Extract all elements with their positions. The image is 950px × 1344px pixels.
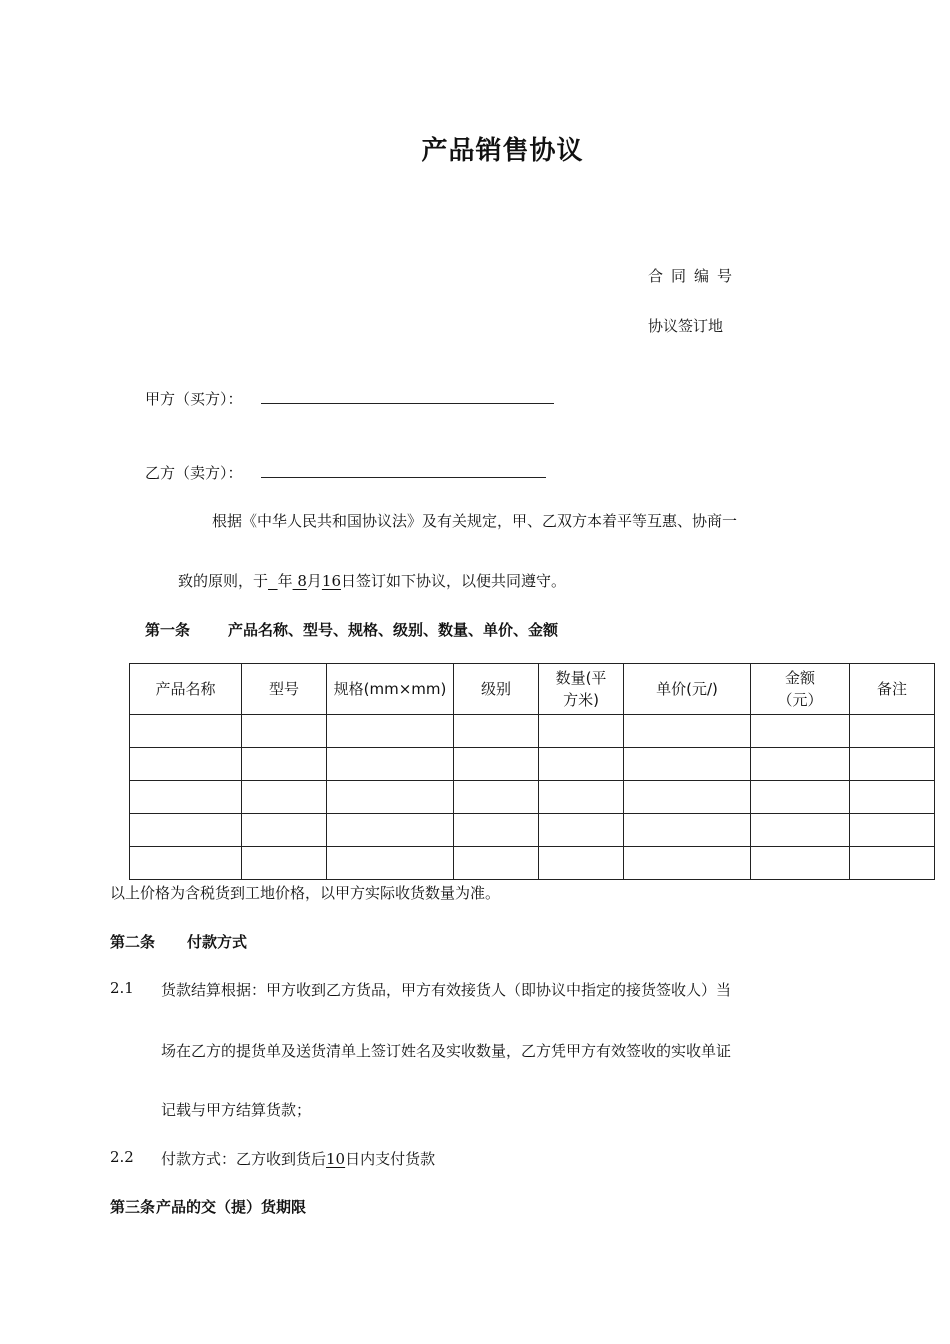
table-cell xyxy=(539,715,624,748)
item-2-1-line-3: 记载与甲方结算货款； xyxy=(161,1101,312,1119)
table-cell xyxy=(454,748,539,781)
table-cell xyxy=(751,847,850,880)
table-header-row xyxy=(130,664,935,715)
header-spec: 规格(mm×mm) xyxy=(327,664,454,715)
table-cell xyxy=(242,715,327,748)
table-cell xyxy=(242,814,327,847)
table-cell xyxy=(242,847,327,880)
party-a-blank-line xyxy=(261,403,554,404)
table-cell xyxy=(130,781,242,814)
intro-line-2-suffix: 日签订如下协议，以便共同遵守。 xyxy=(341,572,567,590)
intro-line-2 xyxy=(178,570,566,591)
header-quantity: 数量(平方米) xyxy=(539,664,624,715)
table-cell xyxy=(624,781,751,814)
item-2-2-text xyxy=(161,1148,435,1169)
party-b-blank-line xyxy=(261,477,546,478)
header-amount: 金额（元） xyxy=(751,664,850,715)
sign-place-label: 协议签订地 xyxy=(648,317,724,335)
year-blank xyxy=(268,572,278,590)
party-a-label: 甲方（买方）： xyxy=(145,390,243,408)
price-note: 以上价格为含税货到工地价格，以甲方实际收货数量为准。 xyxy=(110,884,501,902)
table-cell xyxy=(850,781,935,814)
table-cell xyxy=(327,715,454,748)
table-cell xyxy=(454,715,539,748)
article-3-title: 产品的交（提）货期限 xyxy=(156,1198,307,1216)
table-cell xyxy=(624,814,751,847)
header-grade: 级别 xyxy=(454,664,539,715)
table-cell xyxy=(130,748,242,781)
table-cell xyxy=(539,781,624,814)
table-cell xyxy=(454,847,539,880)
table-cell xyxy=(751,715,850,748)
table-cell xyxy=(539,748,624,781)
table-cell xyxy=(850,748,935,781)
month-label: 月 xyxy=(306,572,322,590)
table-row xyxy=(130,847,935,880)
header-product-name: 产品名称 xyxy=(130,664,242,715)
item-2-2-prefix: 付款方式：乙方收到货后 xyxy=(161,1150,327,1168)
table-cell xyxy=(624,847,751,880)
table-cell xyxy=(751,814,850,847)
article-2-title: 付款方式 xyxy=(187,933,248,951)
article-1-title: 产品名称、型号、规格、级别、数量、单价、金额 xyxy=(228,621,559,639)
table-row xyxy=(130,781,935,814)
item-2-1-line-2: 场在乙方的提货单及送货清单上签订姓名及实收数量，乙方凭甲方有效签收的实收单证 xyxy=(161,1042,732,1060)
month-value: 8 xyxy=(292,572,307,590)
product-table xyxy=(129,663,935,880)
party-b-label: 乙方（卖方）： xyxy=(145,464,243,482)
table-cell xyxy=(751,748,850,781)
item-2-2-suffix: 日内支付货款 xyxy=(345,1150,436,1168)
table-cell xyxy=(130,715,242,748)
table-cell xyxy=(850,847,935,880)
payment-days-value: 10 xyxy=(326,1150,346,1168)
table-cell xyxy=(539,814,624,847)
item-2-1-line-1: 货款结算根据：甲方收到乙方货品，甲方有效接货人（即协议中指定的接货签收人）当 xyxy=(161,981,732,999)
table-cell xyxy=(454,781,539,814)
table-cell xyxy=(327,781,454,814)
table-cell xyxy=(242,781,327,814)
table-row xyxy=(130,814,935,847)
intro-line-1: 根据《中华人民共和国协议法》及有关规定，甲、乙双方本着平等互惠、协商一 xyxy=(212,512,738,530)
header-remarks: 备注 xyxy=(850,664,935,715)
item-2-2-number: 2.2 xyxy=(110,1148,134,1166)
table-cell xyxy=(130,847,242,880)
table-cell xyxy=(327,847,454,880)
table-cell xyxy=(454,814,539,847)
table-cell xyxy=(751,781,850,814)
contract-number-label: 合同编号 xyxy=(648,267,741,285)
table-cell xyxy=(130,814,242,847)
table-cell xyxy=(624,715,751,748)
table-cell xyxy=(327,814,454,847)
day-value: 16 xyxy=(321,572,341,590)
intro-line-2-prefix: 致的原则，于 xyxy=(178,572,269,590)
table-cell xyxy=(850,814,935,847)
header-model: 型号 xyxy=(242,664,327,715)
table-cell xyxy=(539,847,624,880)
table-row xyxy=(130,715,935,748)
item-2-1-number: 2.1 xyxy=(110,979,134,997)
table-cell xyxy=(327,748,454,781)
article-2-heading: 第二条 xyxy=(110,933,156,951)
table-row xyxy=(130,748,935,781)
year-label: 年 xyxy=(277,572,293,590)
header-unit-price: 单价(元/) xyxy=(624,664,751,715)
article-3-heading: 第三条 xyxy=(110,1198,156,1216)
table-cell xyxy=(624,748,751,781)
table-cell xyxy=(850,715,935,748)
table-cell xyxy=(242,748,327,781)
document-title: 产品销售协议 xyxy=(421,136,584,166)
article-1-heading: 第一条 xyxy=(145,621,191,639)
